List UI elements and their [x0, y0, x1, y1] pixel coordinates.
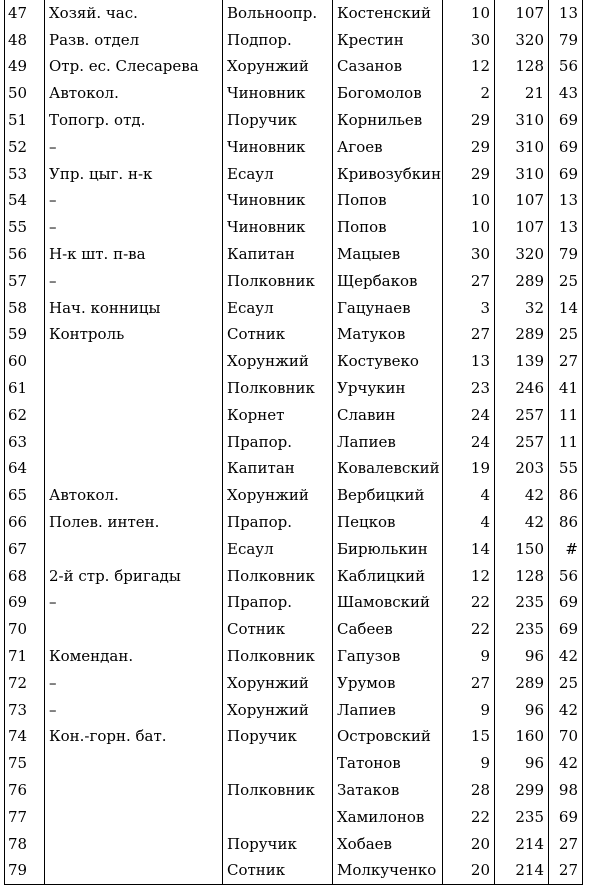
value-c-cell: 86	[549, 482, 583, 509]
value-c-cell: 79	[549, 241, 583, 268]
row-number-cell: 51	[5, 107, 45, 134]
row-number-cell: 52	[5, 134, 45, 161]
value-b-cell: 235	[495, 616, 549, 643]
surname-cell: Щербаков	[333, 268, 443, 295]
value-a-cell: 29	[443, 161, 495, 188]
value-b-cell: 289	[495, 322, 549, 349]
table-body	[5, 0, 583, 885]
rank-cell: Сотник	[223, 858, 333, 885]
value-b-cell: 96	[495, 643, 549, 670]
row-number-cell: 57	[5, 268, 45, 295]
value-a-cell: 22	[443, 804, 495, 831]
value-a-cell: 9	[443, 750, 495, 777]
rank-cell: Полковник	[223, 563, 333, 590]
table-row	[5, 750, 583, 777]
table-row	[5, 777, 583, 804]
unit-cell: Контроль	[45, 322, 223, 349]
table-row	[5, 456, 583, 483]
rank-cell: Полковник	[223, 268, 333, 295]
row-number-cell: 69	[5, 590, 45, 617]
rank-cell	[223, 804, 333, 831]
surname-cell: Гапузов	[333, 643, 443, 670]
surname-cell: Лапиев	[333, 697, 443, 724]
row-number-cell: 47	[5, 0, 45, 27]
surname-cell: Гацунаев	[333, 295, 443, 322]
row-number-cell: 63	[5, 429, 45, 456]
row-number-cell: 61	[5, 375, 45, 402]
value-a-cell: 20	[443, 831, 495, 858]
table-row	[5, 402, 583, 429]
value-c-cell: 13	[549, 0, 583, 27]
surname-cell: Костувеко	[333, 348, 443, 375]
value-a-cell: 30	[443, 241, 495, 268]
value-b-cell: 150	[495, 536, 549, 563]
rank-cell: Полковник	[223, 777, 333, 804]
table-row	[5, 107, 583, 134]
unit-cell: Разв. отдел	[45, 27, 223, 54]
value-b-cell: 21	[495, 80, 549, 107]
unit-cell: Хозяй. час.	[45, 0, 223, 27]
unit-cell: Автокол.	[45, 482, 223, 509]
table-row	[5, 616, 583, 643]
value-c-cell: 55	[549, 456, 583, 483]
rank-cell: Вольноопр.	[223, 0, 333, 27]
value-b-cell: 214	[495, 858, 549, 885]
value-a-cell: 2	[443, 80, 495, 107]
table-row	[5, 375, 583, 402]
table-row	[5, 724, 583, 751]
unit-cell: –	[45, 188, 223, 215]
value-a-cell: 29	[443, 134, 495, 161]
value-b-cell: 128	[495, 54, 549, 81]
unit-cell	[45, 804, 223, 831]
surname-cell: Попов	[333, 214, 443, 241]
row-number-cell: 68	[5, 563, 45, 590]
table-row	[5, 214, 583, 241]
table-row	[5, 348, 583, 375]
row-number-cell: 73	[5, 697, 45, 724]
row-number-cell: 48	[5, 27, 45, 54]
table-row	[5, 536, 583, 563]
row-number-cell: 58	[5, 295, 45, 322]
unit-cell: –	[45, 214, 223, 241]
surname-cell: Попов	[333, 188, 443, 215]
row-number-cell: 60	[5, 348, 45, 375]
row-number-cell: 74	[5, 724, 45, 751]
table-row	[5, 134, 583, 161]
rank-cell: Есаул	[223, 295, 333, 322]
row-number-cell: 78	[5, 831, 45, 858]
row-number-cell: 66	[5, 509, 45, 536]
table-row	[5, 563, 583, 590]
row-number-cell: 59	[5, 322, 45, 349]
value-b-cell: 107	[495, 188, 549, 215]
unit-cell: Топогр. отд.	[45, 107, 223, 134]
surname-cell: Ковалевский	[333, 456, 443, 483]
table-row	[5, 429, 583, 456]
value-c-cell: 25	[549, 670, 583, 697]
value-a-cell: 24	[443, 402, 495, 429]
value-c-cell: 14	[549, 295, 583, 322]
rank-cell: Чиновник	[223, 80, 333, 107]
row-number-cell: 50	[5, 80, 45, 107]
table-row	[5, 804, 583, 831]
row-number-cell: 77	[5, 804, 45, 831]
rank-cell: Поручик	[223, 724, 333, 751]
rank-cell: Хорунжий	[223, 697, 333, 724]
table-row	[5, 161, 583, 188]
unit-cell: Комендан.	[45, 643, 223, 670]
value-b-cell: 320	[495, 241, 549, 268]
unit-cell: Автокол.	[45, 80, 223, 107]
unit-cell: Отр. ес. Слесарева	[45, 54, 223, 81]
surname-cell: Корнильев	[333, 107, 443, 134]
value-c-cell: 79	[549, 27, 583, 54]
value-c-cell: 69	[549, 804, 583, 831]
value-a-cell: 27	[443, 322, 495, 349]
value-b-cell: 235	[495, 804, 549, 831]
value-c-cell: #	[549, 536, 583, 563]
unit-cell: –	[45, 670, 223, 697]
value-b-cell: 310	[495, 107, 549, 134]
rank-cell: Полковник	[223, 643, 333, 670]
value-b-cell: 42	[495, 482, 549, 509]
unit-cell	[45, 348, 223, 375]
row-number-cell: 55	[5, 214, 45, 241]
rank-cell: Хорунжий	[223, 54, 333, 81]
surname-cell: Костенский	[333, 0, 443, 27]
surname-cell: Агоев	[333, 134, 443, 161]
surname-cell: Мацыев	[333, 241, 443, 268]
unit-cell	[45, 616, 223, 643]
value-a-cell: 22	[443, 616, 495, 643]
table-row	[5, 831, 583, 858]
value-a-cell: 9	[443, 697, 495, 724]
table-row	[5, 858, 583, 885]
surname-cell: Татонов	[333, 750, 443, 777]
unit-cell	[45, 831, 223, 858]
rank-cell: Прапор.	[223, 429, 333, 456]
surname-cell: Лапиев	[333, 429, 443, 456]
row-number-cell: 49	[5, 54, 45, 81]
table-row	[5, 268, 583, 295]
row-number-cell: 67	[5, 536, 45, 563]
rank-cell: Подпор.	[223, 27, 333, 54]
value-c-cell: 27	[549, 348, 583, 375]
value-a-cell: 28	[443, 777, 495, 804]
value-c-cell: 13	[549, 214, 583, 241]
value-b-cell: 139	[495, 348, 549, 375]
unit-cell: –	[45, 697, 223, 724]
row-number-cell: 70	[5, 616, 45, 643]
rank-cell: Поручик	[223, 107, 333, 134]
table-row	[5, 0, 583, 27]
row-number-cell: 76	[5, 777, 45, 804]
table-row	[5, 188, 583, 215]
rank-cell: Прапор.	[223, 590, 333, 617]
value-b-cell: 320	[495, 27, 549, 54]
value-a-cell: 24	[443, 429, 495, 456]
value-a-cell: 13	[443, 348, 495, 375]
surname-cell: Молкученко	[333, 858, 443, 885]
surname-cell: Славин	[333, 402, 443, 429]
value-b-cell: 203	[495, 456, 549, 483]
unit-cell	[45, 750, 223, 777]
value-b-cell: 42	[495, 509, 549, 536]
unit-cell: Полев. интен.	[45, 509, 223, 536]
table-row	[5, 590, 583, 617]
value-a-cell: 29	[443, 107, 495, 134]
table-row	[5, 241, 583, 268]
value-b-cell: 107	[495, 0, 549, 27]
value-c-cell: 56	[549, 563, 583, 590]
value-b-cell: 235	[495, 590, 549, 617]
row-number-cell: 53	[5, 161, 45, 188]
rank-cell: Корнет	[223, 402, 333, 429]
row-number-cell: 75	[5, 750, 45, 777]
unit-cell	[45, 429, 223, 456]
rank-cell: Полковник	[223, 375, 333, 402]
value-a-cell: 4	[443, 482, 495, 509]
value-c-cell: 98	[549, 777, 583, 804]
rank-cell: Чиновник	[223, 134, 333, 161]
surname-cell: Затаков	[333, 777, 443, 804]
table-row	[5, 80, 583, 107]
table-row	[5, 643, 583, 670]
rank-cell: Хорунжий	[223, 348, 333, 375]
value-a-cell: 12	[443, 563, 495, 590]
surname-cell: Сабеев	[333, 616, 443, 643]
row-number-cell: 62	[5, 402, 45, 429]
value-c-cell: 11	[549, 429, 583, 456]
row-number-cell: 72	[5, 670, 45, 697]
value-b-cell: 128	[495, 563, 549, 590]
value-c-cell: 69	[549, 161, 583, 188]
value-c-cell: 69	[549, 107, 583, 134]
value-c-cell: 70	[549, 724, 583, 751]
table-row	[5, 295, 583, 322]
surname-cell: Вербицкий	[333, 482, 443, 509]
table-row	[5, 482, 583, 509]
value-b-cell: 299	[495, 777, 549, 804]
value-c-cell: 42	[549, 643, 583, 670]
value-b-cell: 289	[495, 670, 549, 697]
rank-cell: Чиновник	[223, 188, 333, 215]
value-c-cell: 56	[549, 54, 583, 81]
unit-cell: Нач. конницы	[45, 295, 223, 322]
value-b-cell: 257	[495, 402, 549, 429]
row-number-cell: 56	[5, 241, 45, 268]
unit-cell	[45, 402, 223, 429]
value-b-cell: 257	[495, 429, 549, 456]
value-a-cell: 27	[443, 268, 495, 295]
value-a-cell: 14	[443, 536, 495, 563]
value-c-cell: 25	[549, 322, 583, 349]
value-a-cell: 9	[443, 643, 495, 670]
value-c-cell: 27	[549, 858, 583, 885]
table-row	[5, 697, 583, 724]
value-a-cell: 30	[443, 27, 495, 54]
value-a-cell: 19	[443, 456, 495, 483]
surname-cell: Матуков	[333, 322, 443, 349]
value-c-cell: 69	[549, 590, 583, 617]
value-b-cell: 32	[495, 295, 549, 322]
surname-cell: Крестин	[333, 27, 443, 54]
table-row	[5, 54, 583, 81]
personnel-table	[4, 0, 583, 885]
row-number-cell: 71	[5, 643, 45, 670]
unit-cell: –	[45, 134, 223, 161]
value-c-cell: 69	[549, 616, 583, 643]
value-a-cell: 10	[443, 214, 495, 241]
rank-cell: Сотник	[223, 322, 333, 349]
value-b-cell: 96	[495, 750, 549, 777]
unit-cell: Упр. цыг. н-к	[45, 161, 223, 188]
rank-cell: Есаул	[223, 161, 333, 188]
value-b-cell: 310	[495, 134, 549, 161]
row-number-cell: 54	[5, 188, 45, 215]
value-a-cell: 12	[443, 54, 495, 81]
surname-cell: Каблицкий	[333, 563, 443, 590]
rank-cell: Сотник	[223, 616, 333, 643]
table-row	[5, 322, 583, 349]
value-a-cell: 22	[443, 590, 495, 617]
rank-cell	[223, 750, 333, 777]
table-row	[5, 509, 583, 536]
value-c-cell: 86	[549, 509, 583, 536]
value-b-cell: 289	[495, 268, 549, 295]
table-row	[5, 27, 583, 54]
value-a-cell: 4	[443, 509, 495, 536]
value-c-cell: 13	[549, 188, 583, 215]
value-a-cell: 23	[443, 375, 495, 402]
rank-cell: Прапор.	[223, 509, 333, 536]
surname-cell: Хобаев	[333, 831, 443, 858]
value-b-cell: 246	[495, 375, 549, 402]
unit-cell	[45, 536, 223, 563]
value-c-cell: 42	[549, 750, 583, 777]
value-a-cell: 3	[443, 295, 495, 322]
unit-cell: Н-к шт. п-ва	[45, 241, 223, 268]
value-a-cell: 20	[443, 858, 495, 885]
value-b-cell: 96	[495, 697, 549, 724]
rank-cell: Есаул	[223, 536, 333, 563]
surname-cell: Бирюлькин	[333, 536, 443, 563]
value-c-cell: 42	[549, 697, 583, 724]
value-c-cell: 69	[549, 134, 583, 161]
rank-cell: Чиновник	[223, 214, 333, 241]
rank-cell: Капитан	[223, 456, 333, 483]
value-c-cell: 27	[549, 831, 583, 858]
row-number-cell: 64	[5, 456, 45, 483]
value-a-cell: 10	[443, 0, 495, 27]
table-row	[5, 670, 583, 697]
rank-cell: Поручик	[223, 831, 333, 858]
value-b-cell: 160	[495, 724, 549, 751]
surname-cell: Островский	[333, 724, 443, 751]
unit-cell: –	[45, 268, 223, 295]
surname-cell: Хамилонов	[333, 804, 443, 831]
value-c-cell: 25	[549, 268, 583, 295]
rank-cell: Капитан	[223, 241, 333, 268]
unit-cell	[45, 375, 223, 402]
value-c-cell: 43	[549, 80, 583, 107]
value-b-cell: 310	[495, 161, 549, 188]
surname-cell: Сазанов	[333, 54, 443, 81]
value-c-cell: 11	[549, 402, 583, 429]
unit-cell: –	[45, 590, 223, 617]
value-b-cell: 107	[495, 214, 549, 241]
surname-cell: Кривозубкин	[333, 161, 443, 188]
rank-cell: Хорунжий	[223, 482, 333, 509]
rank-cell: Хорунжий	[223, 670, 333, 697]
unit-cell	[45, 456, 223, 483]
value-a-cell: 15	[443, 724, 495, 751]
value-b-cell: 214	[495, 831, 549, 858]
surname-cell: Урумов	[333, 670, 443, 697]
unit-cell: 2-й стр. бригады	[45, 563, 223, 590]
row-number-cell: 79	[5, 858, 45, 885]
surname-cell: Богомолов	[333, 80, 443, 107]
row-number-cell: 65	[5, 482, 45, 509]
value-c-cell: 41	[549, 375, 583, 402]
value-a-cell: 27	[443, 670, 495, 697]
surname-cell: Урчукин	[333, 375, 443, 402]
unit-cell	[45, 858, 223, 885]
value-a-cell: 10	[443, 188, 495, 215]
surname-cell: Пецков	[333, 509, 443, 536]
unit-cell: Кон.-горн. бат.	[45, 724, 223, 751]
surname-cell: Шамовский	[333, 590, 443, 617]
unit-cell	[45, 777, 223, 804]
